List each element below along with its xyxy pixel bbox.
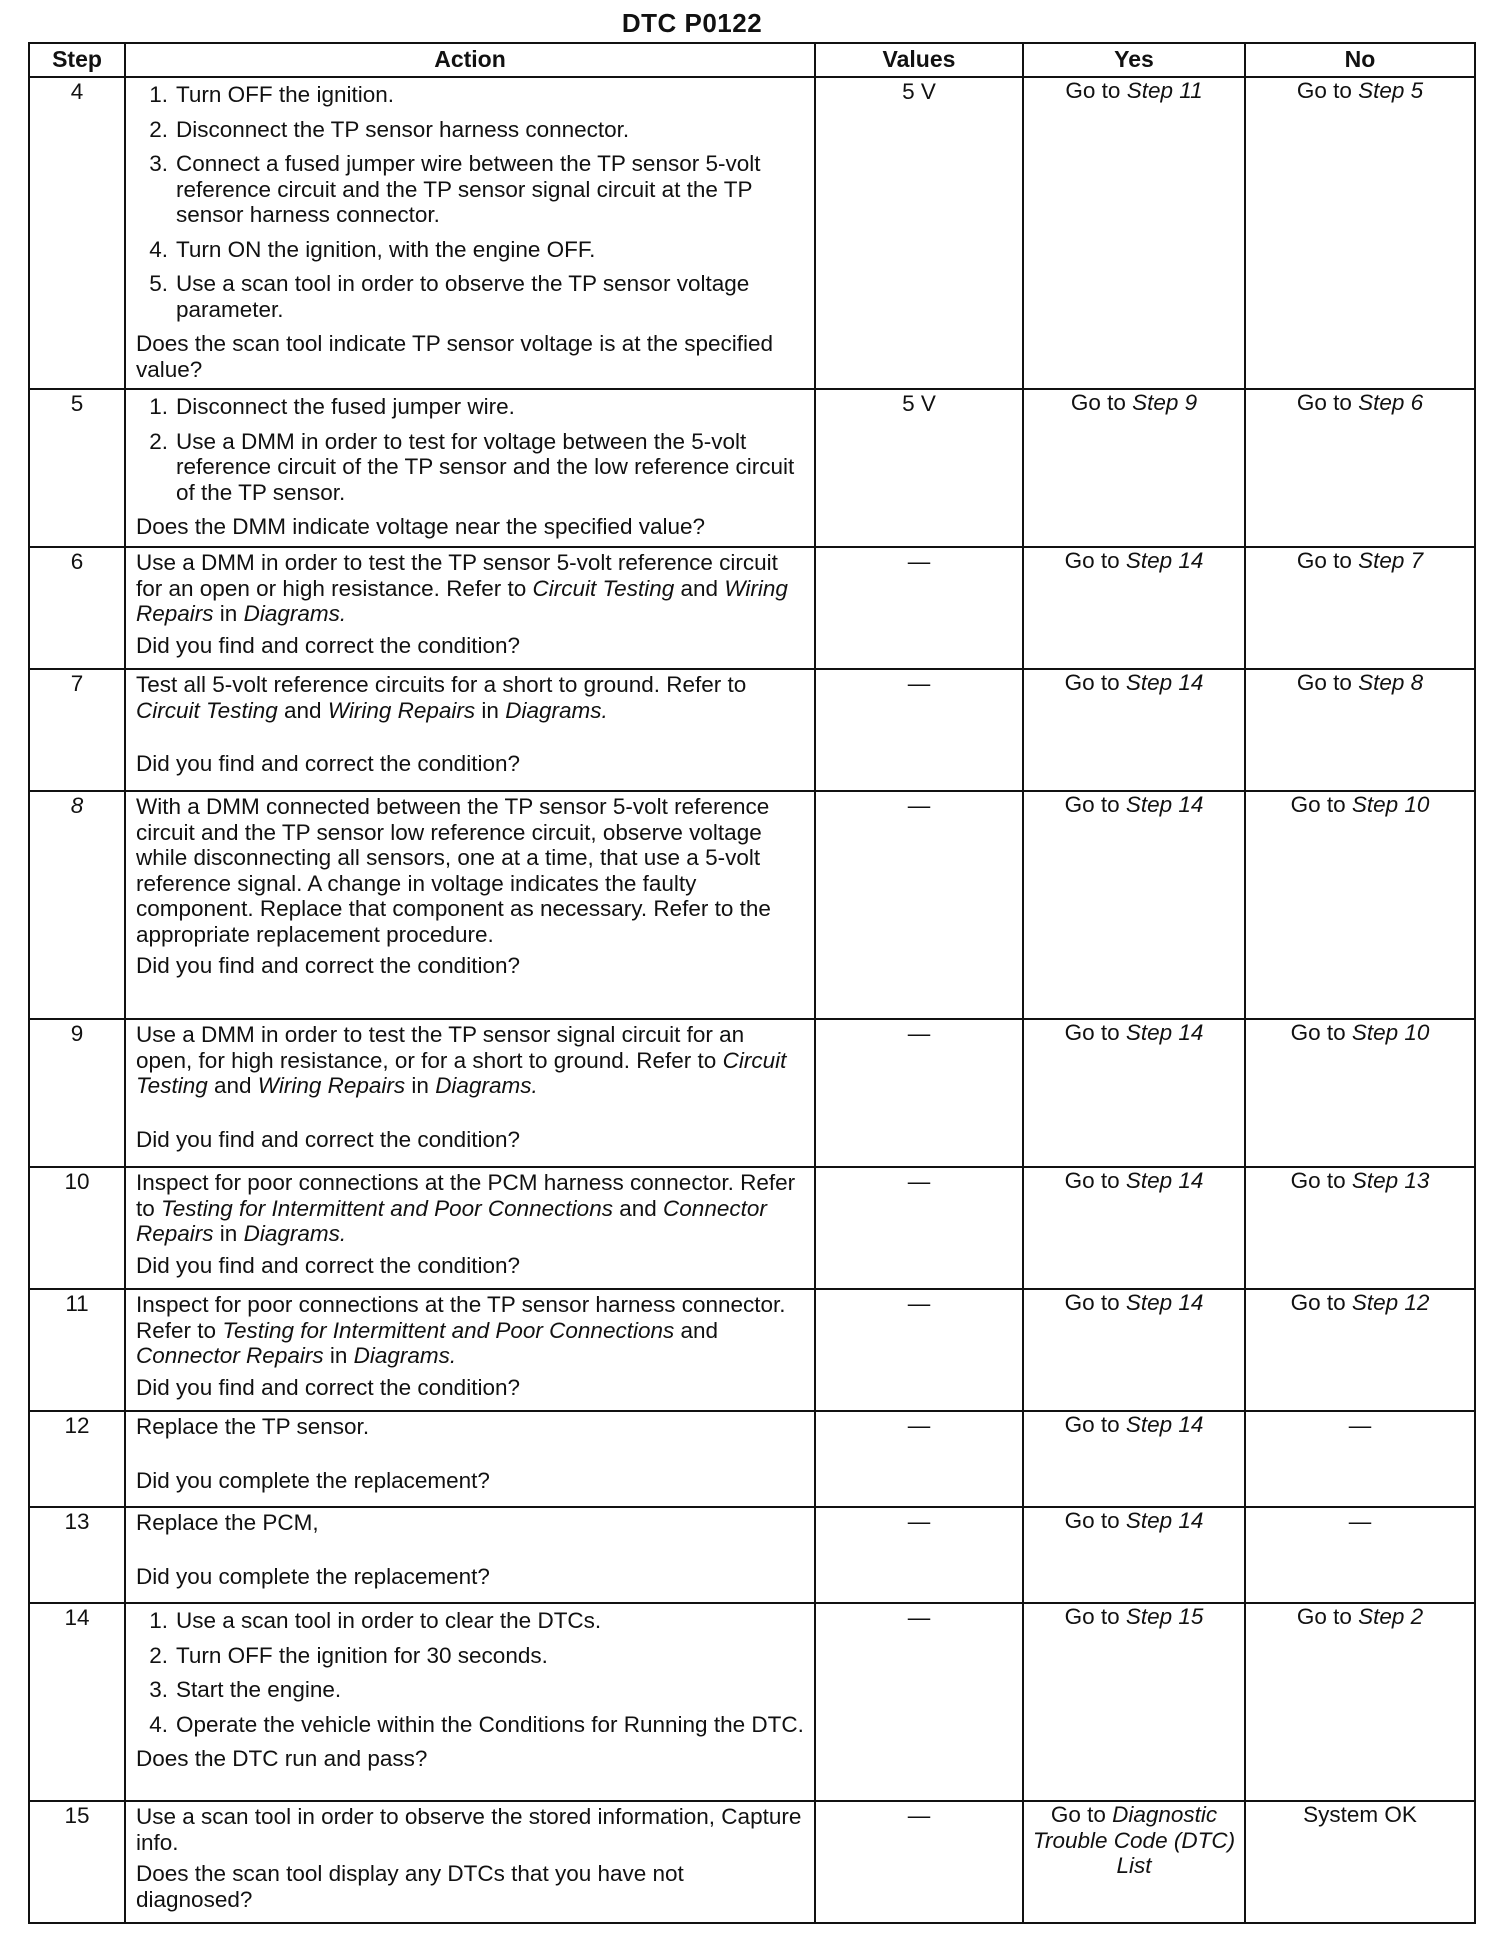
step-number: 8 <box>29 791 125 1019</box>
table-row <box>29 77 1475 389</box>
value-cell: 5 V <box>815 389 1023 547</box>
action-text: Replace the TP sensor. <box>136 1414 370 1439</box>
value-cell: 5 V <box>815 77 1023 389</box>
table-row <box>29 389 1475 547</box>
action-question: Did you find and correct the condition? <box>136 953 520 978</box>
yes-cell: Go to Step 14 <box>1023 1019 1245 1167</box>
table-row <box>29 1167 1475 1289</box>
header-yes: Yes <box>1023 43 1245 77</box>
action-cell <box>125 1603 815 1801</box>
header-no: No <box>1245 43 1475 77</box>
table-row <box>29 669 1475 791</box>
value-cell: — <box>815 1019 1023 1167</box>
action-list <box>136 1608 806 1737</box>
list-item: 4. Turn ON the ignition, with the engine OFF. <box>149 236 596 262</box>
table-row <box>29 547 1475 669</box>
yes-cell: Go to Step 9 <box>1023 389 1245 547</box>
action-question: Did you complete the replacement? <box>136 1467 490 1493</box>
no-cell: — <box>1245 1507 1475 1603</box>
action-question: Did you find and correct the condition? <box>136 1374 520 1400</box>
spacer <box>136 723 806 745</box>
action-cell <box>125 389 815 547</box>
action-cell <box>125 1019 815 1167</box>
dtc-table <box>28 42 1476 1924</box>
action-question: Does the scan tool display any DTCs that you have not diagnosed? <box>136 1861 684 1912</box>
yes-cell: Go to Step 14 <box>1023 547 1245 669</box>
value-cell: — <box>815 1167 1023 1289</box>
action-cell <box>125 791 815 1019</box>
action-question: Did you find and correct the condition? <box>136 751 520 776</box>
step-number: 7 <box>29 669 125 791</box>
page-title: DTC P0122 <box>621 8 763 38</box>
action-text: Replace the PCM, <box>136 1510 319 1535</box>
step-number: 6 <box>29 547 125 669</box>
table-row <box>29 1507 1475 1603</box>
list-item: 4. Operate the vehicle within the Conditions for Running the DTC. <box>149 1711 804 1737</box>
step-number: 15 <box>29 1801 125 1923</box>
yes-cell: Go to Step 14 <box>1023 1507 1245 1603</box>
value-cell: — <box>815 1289 1023 1411</box>
step-number: 14 <box>29 1603 125 1801</box>
yes-cell: Go to Step 15 <box>1023 1603 1245 1801</box>
action-text: Use a DMM in order to test the TP sensor 5-volt reference circuit for an open or high resistance. Refer to Circuit Testing and Wiring Repairs in Diagrams. <box>136 550 788 626</box>
table-row <box>29 1801 1475 1923</box>
table-row <box>29 1411 1475 1507</box>
action-cell <box>125 1801 815 1923</box>
value-cell: — <box>815 1801 1023 1923</box>
action-cell <box>125 77 815 389</box>
action-question: Did you complete the replacement? <box>136 1563 490 1589</box>
action-question: Did you find and correct the condition? <box>136 632 520 658</box>
yes-cell: Go to Step 14 <box>1023 791 1245 1019</box>
no-cell: Go to Step 2 <box>1245 1603 1475 1801</box>
value-cell: — <box>815 669 1023 791</box>
table-row <box>29 1019 1475 1167</box>
value-cell: — <box>815 1507 1023 1603</box>
yes-cell: Go to Diagnostic Trouble Code (DTC) List <box>1023 1801 1245 1923</box>
value-cell: — <box>815 1603 1023 1801</box>
list-item: 2. Use a DMM in order to test for voltage between the 5-volt reference circuit of the TP sensor and the low reference circuit of the TP sensor. <box>149 428 795 505</box>
list-item: 3. Connect a fused jumper wire between the TP sensor 5-volt reference circuit and the TP sensor signal circuit at the TP sensor harness connector. <box>149 151 761 227</box>
action-cell <box>125 1167 815 1289</box>
yes-cell: Go to Step 14 <box>1023 669 1245 791</box>
no-cell: Go to Step 12 <box>1245 1289 1475 1411</box>
list-item: 3. Start the engine. <box>149 1677 342 1702</box>
no-cell: — <box>1245 1411 1475 1507</box>
no-cell: Go to Step 6 <box>1245 389 1475 547</box>
list-item: 1. Disconnect the fused jumper wire. <box>149 394 515 419</box>
step-number: 12 <box>29 1411 125 1507</box>
yes-cell: Go to Step 11 <box>1023 77 1245 389</box>
spacer <box>136 1536 806 1558</box>
step-number: 5 <box>29 389 125 547</box>
action-text: With a DMM connected between the TP sensor 5-volt reference circuit and the TP sensor low reference circuit, observe voltage while disconnecting all sensors, one at a time, that use a 5-volt reference signal. A change in voltage indicates the faulty component. Replace that component as necessary. Refer to the appropriate replacement procedure. <box>136 794 771 947</box>
header-step: Step <box>29 43 125 77</box>
spacer <box>136 1099 806 1121</box>
yes-cell: Go to Step 14 <box>1023 1411 1245 1507</box>
value-cell: — <box>815 791 1023 1019</box>
no-cell: Go to Step 5 <box>1245 77 1475 389</box>
list-item: 2. Disconnect the TP sensor harness connector. <box>149 116 630 142</box>
step-number: 10 <box>29 1167 125 1289</box>
action-text: Test all 5-volt reference circuits for a short to ground. Refer to Circuit Testing and Wiring Repairs in Diagrams. <box>136 672 747 723</box>
action-cell <box>125 1411 815 1507</box>
action-question: Does the scan tool indicate TP sensor voltage is at the specified value? <box>136 331 774 382</box>
no-cell: Go to Step 10 <box>1245 1019 1475 1167</box>
list-item: 1. Use a scan tool in order to clear the DTCs. <box>149 1608 602 1633</box>
action-question: Did you find and correct the condition? <box>136 1126 520 1152</box>
no-cell: System OK <box>1245 1801 1475 1923</box>
step-number: 13 <box>29 1507 125 1603</box>
list-item: 2. Turn OFF the ignition for 30 seconds. <box>149 1642 548 1668</box>
header-values: Values <box>815 43 1023 77</box>
table-row <box>29 1603 1475 1801</box>
list-item: 1. Turn OFF the ignition. <box>149 82 395 107</box>
step-number: 4 <box>29 77 125 389</box>
value-cell: — <box>815 547 1023 669</box>
header-action: Action <box>125 43 815 77</box>
action-list <box>136 82 806 322</box>
no-cell: Go to Step 10 <box>1245 791 1475 1019</box>
action-cell <box>125 1289 815 1411</box>
action-question: Did you find and correct the condition? <box>136 1252 520 1278</box>
action-cell <box>125 669 815 791</box>
no-cell: Go to Step 8 <box>1245 669 1475 791</box>
yes-cell: Go to Step 14 <box>1023 1167 1245 1289</box>
action-text: Inspect for poor connections at the TP sensor harness connector. Refer to Testing for Intermittent and Poor Connections and Connector Repairs in Diagrams. <box>136 1292 786 1368</box>
action-cell <box>125 1507 815 1603</box>
table-row <box>29 791 1475 1019</box>
spacer <box>136 1440 806 1462</box>
value-cell: — <box>815 1411 1023 1507</box>
header-row <box>29 43 1475 77</box>
no-cell: Go to Step 13 <box>1245 1167 1475 1289</box>
action-text: Inspect for poor connections at the PCM harness connector. Refer to Testing for Intermittent and Poor Connections and Connector Repairs in Diagrams. <box>136 1170 796 1246</box>
step-number: 11 <box>29 1289 125 1411</box>
action-question: Does the DTC run and pass? <box>136 1746 428 1771</box>
yes-cell: Go to Step 14 <box>1023 1289 1245 1411</box>
action-text: Use a DMM in order to test the TP sensor signal circuit for an open, for high resistance, or for a short to ground. Refer to Circuit Testing and Wiring Repairs in Diagrams. <box>136 1022 787 1098</box>
action-text: Use a scan tool in order to observe the stored information, Capture info. <box>136 1804 802 1855</box>
step-number: 9 <box>29 1019 125 1167</box>
action-cell <box>125 547 815 669</box>
no-cell: Go to Step 7 <box>1245 547 1475 669</box>
action-question: Does the DMM indicate voltage near the specified value? <box>136 514 706 539</box>
action-list <box>136 394 806 505</box>
list-item: 5. Use a scan tool in order to observe the TP sensor voltage parameter. <box>149 271 750 322</box>
table-row <box>29 1289 1475 1411</box>
